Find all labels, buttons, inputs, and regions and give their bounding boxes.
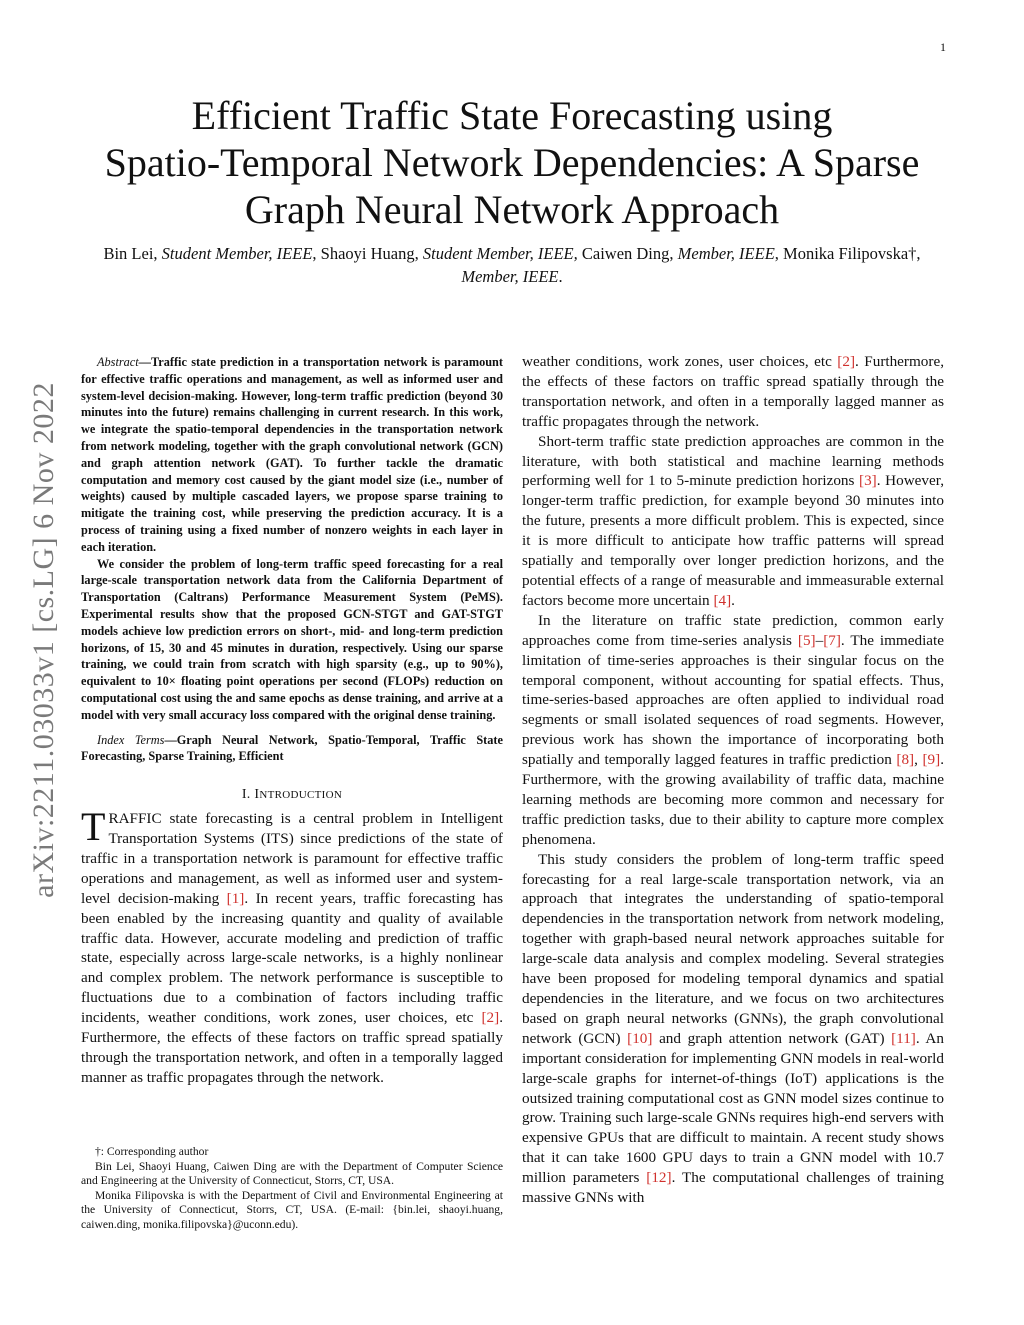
arxiv-id: arXiv:2211.03033v1 [cs.LG] 6 Nov 2022 (27, 382, 60, 898)
right-column (522, 352, 944, 1208)
intro-paragraph-continued: weather conditions, work zones, user choices, etc [2]. Furthermore, the effects of these factors on traffic spread spatially through the transportation network, and often in a temporally lagged manner as traffic propagates through the network. (522, 353, 944, 430)
arxiv-watermark (18, 350, 70, 930)
author-role: Member, IEEE (677, 244, 775, 263)
citation-link[interactable]: [12] (646, 1169, 672, 1187)
author-role: Member, IEEE (461, 267, 559, 286)
intro-paragraph: In the literature on traffic state prediction, common early approaches come from time-series analysis [5]–[7]. The immediate limitation of time-series approaches is their singular focus on the temporal component, without accounting for spatial effects. Thus, time-series-based approaches are often applied to individual road segments or small isolated sequences of road segments. However, previous work has shown the importance of incorporating both spatially and temporally lagged features in traffic prediction [8], [9]. Furthermore, with the growing availability of traffic data, machine learning methods are becoming more common and necessary for traffic prediction tasks, due to their ability to capture more complex phenomena. (522, 611, 944, 848)
author-role: Student Member, IEEE, (422, 244, 578, 263)
footnote: Bin Lei, Shaoyi Huang, Caiwen Ding are with the Department of Computer Science and Engineering at the University of Connecticut, Storrs, CT, USA. (81, 1159, 503, 1188)
abstract-label: Abstract (97, 355, 139, 369)
author-list: Bin Lei, Student Member, IEEE, Shaoyi Huang, Student Member, IEEE, Caiwen Ding, Member, IEEE, Monika Filipovska†, Member, IEEE. (103, 244, 921, 286)
intro-paragraph: This study considers the problem of long-term traffic speed forecasting for a real large-scale transportation network, via an approach that integrates the understanding of spatio-temporal dependencies in the transportation network from network modeling, together with graph-based neural network approaches suitable for large-scale data analysis and complex modeling. Several strategies have been proposed for modeling temporal dynamics and spatial dependencies in the literature, and we focus on two architectures based on graph neural networks (GNNs), the graph convolutional network (GCN) [10] and graph attention network (GAT) [11]. An important consideration for implementing GNN models in real-world large-scale graphs for internet-of-things (IoT) applications is the outsized training computational cost as GNN model sizes continue to grow. Training such large-scale GNNs requires high-end servers with expensive GPUs that are difficult to maintain. A recent study shows that it can take 1600 GPU days to train a GNN model with 10.7 million parameters [12]. The computational challenges of training massive GNNs with (522, 850, 944, 1207)
author-name: Caiwen Ding, (577, 244, 674, 263)
title-line: Efficient Traffic State Forecasting using (191, 93, 833, 138)
author-role: Student Member, IEEE (161, 244, 313, 263)
title-line: Graph Neural Network Approach (244, 187, 780, 232)
index-terms: Index Terms—Graph Neural Network, Spatio-Temporal, Traffic State Forecasting, Sparse Training, Efficient (81, 732, 503, 764)
citation-link[interactable]: [11] (891, 1029, 916, 1047)
author-name: , Monika Filipovska†, (774, 244, 921, 263)
citation-link[interactable]: [10] (627, 1029, 653, 1047)
citation-link[interactable]: [8] (896, 751, 915, 769)
footnote: †: Corresponding author (95, 1145, 209, 1158)
citation-link[interactable]: [1] (226, 889, 245, 907)
citation-link[interactable]: [7] (823, 631, 841, 649)
intro-paragraph: TRAFFIC state forecasting is a central problem in Intelligent Transportation Systems (ITS) since predictions of the state of traffic in a transportation network is paramount for effective traffic operations and management, as well as informed user and system-level decision-making [1]. In recent years, traffic forecasting has been enabled by the increasing quantity and quality of available traffic data. However, accurate modeling and prediction of traffic state, especially across large-scale networks, is a highly nonlinear and complex problem. The network performance is susceptible to fluctuations due to a combination of factors including traffic incidents, weather conditions, work zones, user choices, etc [2]. Furthermore, the effects of these factors on traffic spread spatially through the transportation network, and often in a temporally lagged manner as traffic propagates through the network. (81, 804, 503, 1086)
citation-link[interactable]: [2] (837, 353, 856, 370)
citation-link[interactable]: [9] (922, 751, 941, 769)
intro-paragraph: Short-term traffic state prediction approaches are common in the literature, with both statistical and machine learning methods performing well for 1 to 5-minute prediction horizons [3]. However, longer-term traffic prediction, for example beyond 30 minutes into the future, presents a more difficult problem. This is expected, since it is more difficult to anticipate how traffic patterns will spread spatially and temporally over longer prediction horizons, and the potential effects of a range of measurable and immeasurable external factors become more uncertain [4]. (522, 432, 944, 609)
section-heading-introduction: I. INTRODUCTION (241, 787, 343, 803)
paper-title (60, 92, 964, 233)
page-number: 1 (940, 40, 946, 54)
author-name: , Shaoyi Huang, (312, 244, 419, 263)
citation-link[interactable]: [2] (481, 1009, 500, 1027)
author-name: Bin Lei, (103, 244, 158, 263)
title-line: Spatio-Temporal Network Dependencies: A Sparse (104, 140, 920, 185)
index-terms-label: Index Terms (97, 732, 165, 747)
footnote: Monika Filipovska is with the Department of Civil and Environmental Engineering at the University of Connecticut, Storrs, CT, USA. (E-mail: {bin.lei, shaoyi.huang, caiwen.ding, monika.filipovska}@uconn.edu). (81, 1188, 503, 1231)
footnotes (81, 1145, 503, 1233)
citation-link[interactable]: [3] (859, 472, 877, 490)
drop-cap: T (81, 804, 106, 850)
left-column (81, 354, 503, 1088)
abstract-paragraph: We consider the problem of long-term traffic speed forecasting for a real large-scale transportation network data from the California Department of Transportation (Caltrans) Performance Measurement System (PeMS). Experimental results show that the proposed GCN-STGT and GAT-STGT models achieve low prediction errors on short-, mid- and long-term prediction horizons, of 15, 30 and 45 minutes in duration, respectively. Using our sparse training, we could train from scratch with high sparsity (e.g., up to 90%), equivalent to 10× floating point operations per second (FLOPs) reduction on computational cost using the and same epochs as dense training, and arrive at a model with very small accuracy loss compared with the original dense training. (81, 556, 503, 722)
abstract-paragraph: Abstract—Traffic state prediction in a transportation network is paramount for effective traffic operations and management, as well as informed user and system-level decision-making. However, long-term traffic prediction (beyond 30 minutes into the future) remains challenging in current research. In this work, we integrate the spatio-temporal dependencies in the transportation network from network modeling, together with the graph convolutional network (GCN) and graph attention network (GAT). To further tackle the dramatic computation and memory cost caused by the giant model size (i.e., number of weights) caused by multiple cascaded layers, we propose sparse training to mitigate the training cost, while preserving the prediction accuracy. It is a process of training using a fixed number of nonzero weights in each layer in each iteration. (81, 355, 503, 554)
citation-link[interactable]: [5] (797, 631, 816, 649)
citation-link[interactable]: [4] (713, 591, 732, 609)
